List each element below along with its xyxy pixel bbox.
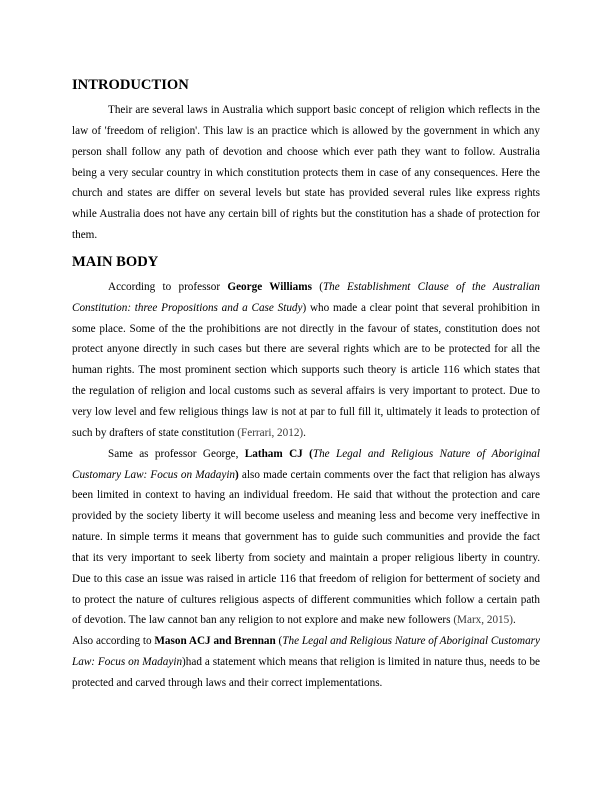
document-body: [72, 75, 540, 694]
text-run: (: [275, 635, 283, 648]
text-run: .: [303, 426, 306, 439]
main-body-heading: MAIN BODY: [72, 253, 159, 270]
text-run: )had a statement which means that religion is limited in nature thus, needs to be protected and carved through laws and their correct implementations.: [72, 656, 540, 689]
introduction-paragraph: Their are several laws in Australia which support basic concept of religion which reflects in the law of 'freedom of religion'. This law is an practice which is allowed by the government in which any person shall follow any path of devotion and choose which ever path they want to follow. Australia being a very secular country in which constitution protects them in case of any consequences. Here the church and states are differ on several levels but state has provided several rules like express rights while Australia does not have any certain bill of rights but the constitution has a shade of protection for them.: [72, 104, 540, 242]
text-run: .: [512, 614, 516, 627]
work-title: The Legal and Religious Nature of Aboriginal Customary Law: Focus on Madayin: [72, 635, 540, 669]
main-body-paragraph-2: [72, 444, 540, 632]
introduction-heading: INTRODUCTION: [72, 77, 189, 93]
author-name: Latham CJ (: [244, 447, 313, 460]
text-run: ): [235, 468, 239, 481]
citation: (Ferrari, 2012): [237, 426, 304, 439]
author-name: Mason ACJ and Brennan: [154, 635, 276, 648]
text-run: also made certain comments over the fact that religion has always been limited in context to having an individual freedom. He said that without the protection and care provided by the society liberty it will become useless and meaning less and become very ineffective in nature. In simple terms it means that government has to guide such communities and provide the fact that its very important to seek liberty from society and maintain a proper religious liberty in country. Due to this case an issue was raised in article 116 that freedom of religion for betterment of society and to protect the nature of cultures religious aspects of different communities which follow a certain path of devotion. The law cannot ban any religion to not explore and make new followers: [72, 468, 541, 627]
main-body-paragraph-1: [72, 277, 540, 444]
work-title: The Establishment Clause of the Australian Constitution: three Propositions and a Case Study: [72, 280, 540, 314]
text-run: Same as professor George,: [108, 447, 245, 460]
text-run: ) who made a clear point that several prohibition in some place. Some of the the prohibitions are not directly in the favour of states, constitution does not protect anyone directly in such cases but there are several rights which are to be protected for all the human rights. The most prominent section which supports such theory is article 116 which states that the regulation of religion and local customs such as several affairs is very important to protect. Due to very low level and few religious things law is not at par to full fill it, ultimately it leads to protection of such by drafters of state constitution: [72, 301, 540, 439]
text-run: (: [311, 280, 323, 293]
author-name: George Williams: [227, 280, 312, 293]
text-run: According to professor: [108, 280, 228, 293]
main-body-paragraph-3: [72, 631, 540, 694]
citation: (Marx, 2015): [453, 614, 513, 627]
text-run: Also according to: [72, 635, 155, 648]
work-title: The Legal and Religious Nature of Aboriginal Customary Law: Focus on Madayin: [72, 447, 540, 481]
